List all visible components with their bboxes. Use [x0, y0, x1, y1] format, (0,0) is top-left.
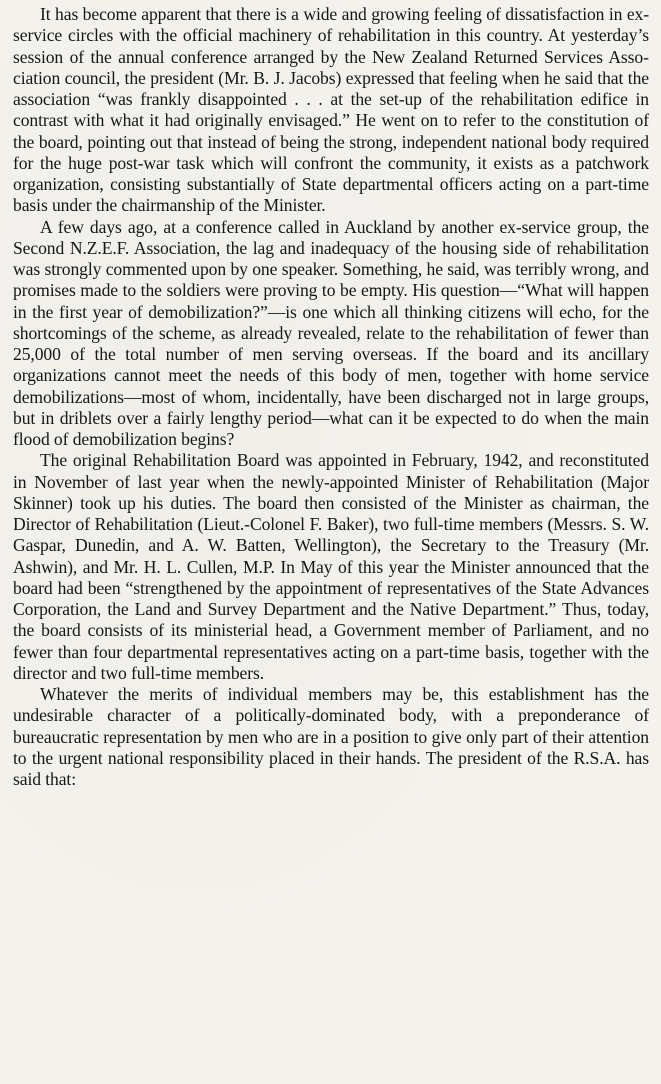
paragraph-politically-dominated: Whatever the merits of individual members may be, this establishment has the undesirable character of a politically-dominated body, with a preponderance of bureaucratic representation by men who are in a position to give only part of their attention to the urgent national responsibility placed in their hands. The president of the R.S.A. has said that:	[13, 684, 649, 789]
paragraph-rehabilitation-dissatisfaction: It has become apparent that there is a wide and growing feeling of dissatisfaction in ex-service circles with the official machinery of rehabilitation in this country. At yesterday’s session of the annual conference arranged by the New Zealand Returned Services Association council, the president (Mr. B. J. Jacobs) expressed that feeling when he said that the association “was frankly disappointed . . . at the set-up of the rehabilitation edifice in contrast with what it had originally envisaged.” He went on to refer to the constitution of the board, pointing out that instead of being the strong, independent national body required for the huge post-war task which will confront the community, it exists as a patchwork organization, consisting substantially of State departmental officers acting on a part-time basis under the chairmanship of the Minister.	[13, 4, 649, 216]
paragraph-auckland-conference: A few days ago, at a conference called in Auckland by another ex-service group, the Second N.Z.E.F. Association, the lag and inadequacy of the housing side of rehabilitation was strongly commented upon by one speaker. Something, he said, was terribly wrong, and promises made to the soldiers were proving to be empty. His question—“What will happen in the first year of demobilization?”—is one which all thinking citizens will echo, for the shortcomings of the scheme, as already revealed, relate to the rehabilitation of fewer than 25,000 of the total number of men serving overseas. If the board and its ancillary organizations cannot meet the needs of this body of men, together with home service demobilizations—most of whom, incidentally, have been discharged not in large groups, but in driblets over a fairly lengthy period—what can it be expected to do when the main flood of demobilization begins?	[13, 216, 649, 449]
article-text	[13, 4, 649, 790]
paragraph-board-composition: The original Rehabilitation Board was appointed in February, 1942, and reconstituted in November of last year when the newly-appointed Minister of Rehabilitation (Major Skinner) took up his duties. The board then consisted of the Minister as chairman, the Director of Rehabilitation (Lieut.-Colonel F. Baker), two full-time members (Messrs. S. W. Gaspar, Dunedin, and A. W. Batten, Wellington), the Secretary to the Treasury (Mr. Ashwin), and Mr. H. L. Cullen, M.P. In May of this year the Minister announced that the board had been “strengthened by the appointment of representatives of the State Advances Corporation, the Land and Survey Department and the Native Department.” Thus, today, the board consists of its ministerial head, a Government member of Parliament, and no fewer than four departmental representatives acting on a part-time basis, together with the director and two full-time members.	[13, 450, 649, 683]
